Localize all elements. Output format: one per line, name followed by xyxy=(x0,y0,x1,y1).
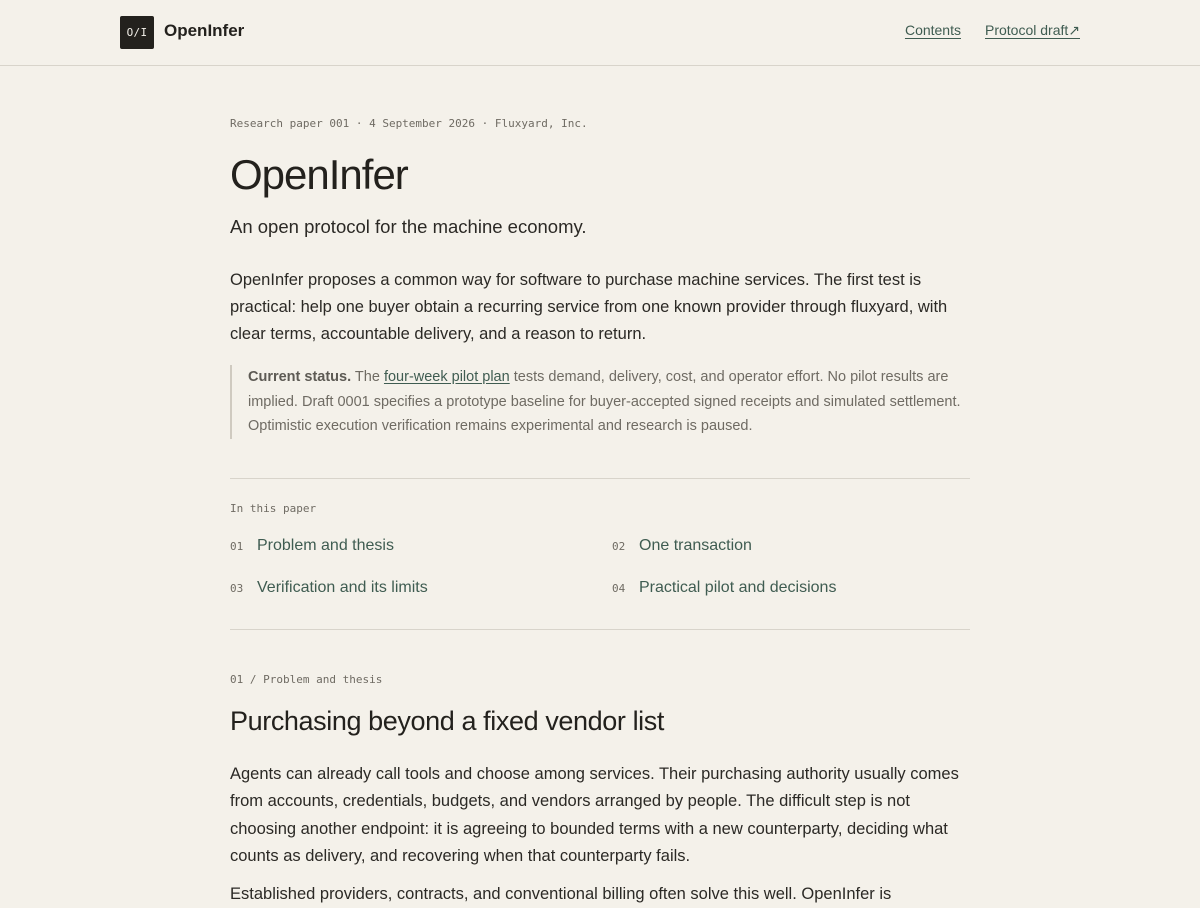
brand-name[interactable]: OpenInfer xyxy=(164,21,245,40)
toc-item[interactable] xyxy=(230,537,394,555)
status-callout xyxy=(230,365,970,439)
toc-link-practical-pilot[interactable]: Practical pilot and decisions xyxy=(639,579,837,596)
divider xyxy=(230,629,970,630)
nav-contents-link[interactable]: Contents xyxy=(904,22,961,38)
intro-paragraph: OpenInfer proposes a common way for software to purchase machine services. The first test is practical: help one buyer obtain a recurring service from one known provider through fluxyard, with clear terms, accountable delivery, and a reason to return. xyxy=(230,271,948,343)
section-body xyxy=(230,761,970,908)
toc-item[interactable] xyxy=(612,579,836,597)
site-header xyxy=(0,0,1200,66)
section-eyebrow: 01 / Problem and thesis xyxy=(230,673,383,686)
status-text-before: The xyxy=(354,369,380,385)
status-label: Current status. xyxy=(248,369,352,385)
section-paragraph: Agents can already call tools and choose among services. Their purchasing authority usually comes from accounts, credentials, budgets, and vendors arranged by people. The difficult step is not choosing another endpoint: it is agreeing to bounded terms with a new counterparty, deciding what counts as delivery, and recovering when that counterparty fails. xyxy=(230,765,959,866)
pilot-plan-link[interactable]: four-week pilot plan xyxy=(383,369,510,385)
toc-number: 01 xyxy=(230,540,244,553)
toc-link-problem-and-thesis[interactable]: Problem and thesis xyxy=(257,537,394,554)
status-text-after: tests demand, delivery, cost, and operator effort. No pilot results are implied. Draft 0001 specifies a prototype baseline for buyer-accepted signed receipts and simulated settlement. Optimistic execution verification remains experimental and research is paused. xyxy=(248,369,961,434)
section-heading: Purchasing beyond a fixed vendor list xyxy=(230,706,664,736)
toc-number: 03 xyxy=(230,582,244,595)
top-nav xyxy=(905,22,1080,39)
section-paragraph: Established providers, contracts, and conventional billing often solve this well. OpenInfer is xyxy=(230,884,892,903)
toc-number: 02 xyxy=(612,540,626,553)
toc-label: In this paper xyxy=(230,502,317,515)
page-subtitle: An open protocol for the machine economy. xyxy=(230,216,587,237)
nav-protocol-draft-link[interactable]: Protocol draft↗ xyxy=(985,22,1080,38)
page-title: OpenInfer xyxy=(230,151,408,198)
paper-meta: Research paper 001 · 4 September 2026 · Fluxyard, Inc. xyxy=(230,117,588,130)
toc-item[interactable] xyxy=(230,579,428,597)
toc-link-verification[interactable]: Verification and its limits xyxy=(257,579,428,596)
divider xyxy=(230,478,970,479)
toc-item[interactable] xyxy=(612,537,752,555)
logo-mark[interactable]: O/I xyxy=(120,16,154,49)
toc-number: 04 xyxy=(612,582,626,595)
toc-link-one-transaction[interactable]: One transaction xyxy=(639,537,752,554)
